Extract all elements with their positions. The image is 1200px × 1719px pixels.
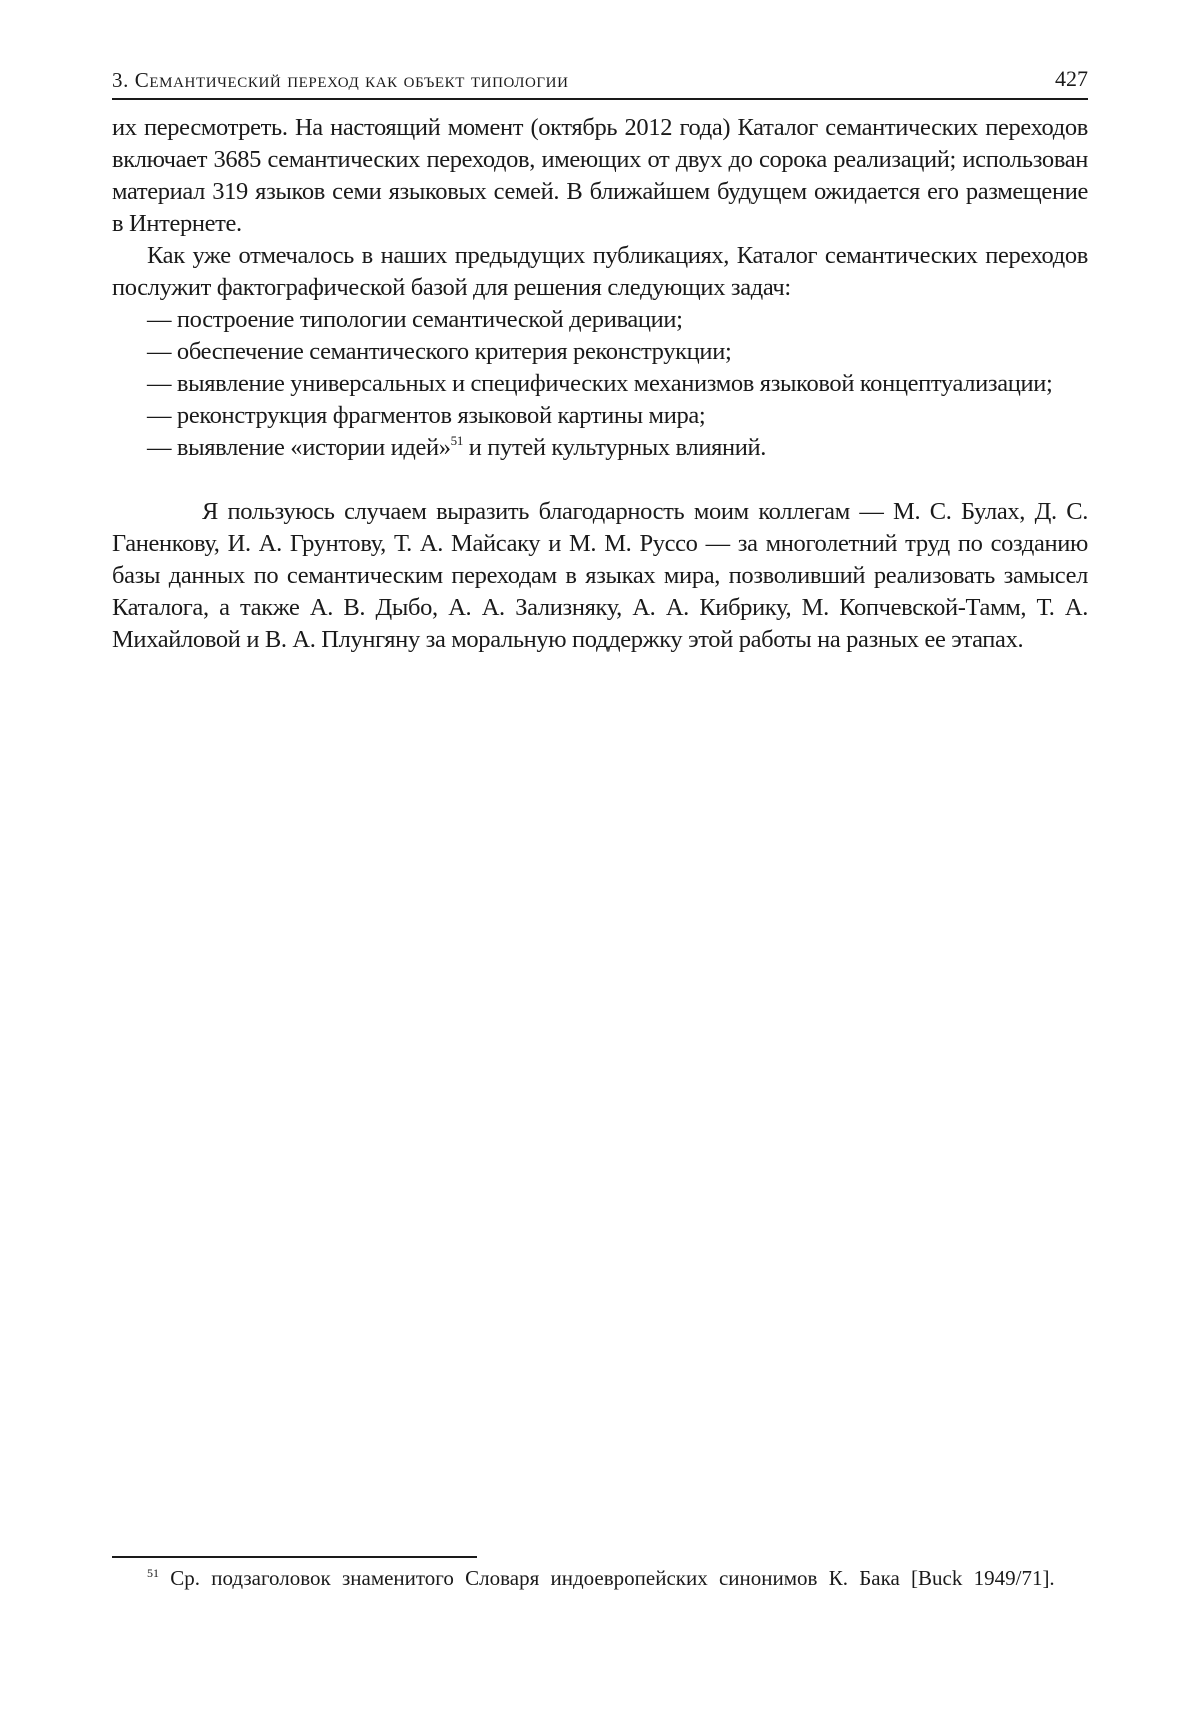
footnote-ref[interactable]: 51	[450, 433, 463, 448]
running-head: 3. Семантический переход как объект типологии	[112, 68, 569, 92]
list-item	[112, 432, 1088, 464]
acknowledgement-paragraph: Я пользуюсь случаем выразить благодарность моим коллегам — М. С. Булах, Д. С. Ганенкову, И. А. Грунтову, Т. А. Майсаку и М. М. Руссо — за многолетний труд по созданию базы данных по семантическим переходам в языках мира, позволивший реализовать замысел Каталога, а также А. В. Дыбо, А. А. Зализняку, А. А. Кибрику, М. Копчевской-Тамм, Т. А. Михайловой и В. А. Плунгяну за моральную поддержку этой работы на разных ее этапах.	[112, 498, 1088, 653]
list-item-text: — выявление «истории идей»	[147, 434, 451, 461]
footnote-number: 51	[147, 1566, 159, 1580]
list-item-text-cont: и путей культурных влияний.	[462, 434, 767, 461]
paragraph-catalog-goals: Как уже отмечалось в наших предыдущих публикациях, Каталог семантических переходов послужит фактографической базой для решения следующих задач:	[112, 242, 1088, 301]
list-item: — обеспечение семантического критерия реконструкции;	[147, 338, 732, 365]
paragraph-catalog-status: их пересмотреть. На настоящий момент (октябрь 2012 года) Каталог семантических переходов включает 3685 семантических переходов, имеющих от двух до сорока реализаций; использован материал 319 языков семи языковых семей. В ближайшем будущем ожидается его размещение в Интернете.	[112, 114, 1088, 237]
body-text	[112, 112, 1088, 656]
list-item: — реконструкция фрагментов языковой картины мира;	[147, 402, 706, 429]
footnote	[112, 1564, 1088, 1592]
footnote-text: Ср. подзаголовок знаменитого Словаря индоевропейских синонимов К. Бака [Buck 1949/71].	[159, 1566, 1055, 1590]
list-item: — выявление универсальных и специфических механизмов языковой концептуализации;	[147, 370, 1053, 397]
page-number: 427	[1055, 66, 1088, 91]
page-header	[112, 68, 1088, 100]
list-item: — построение типологии семантической деривации;	[147, 306, 683, 333]
footnote-separator	[112, 1556, 477, 1558]
